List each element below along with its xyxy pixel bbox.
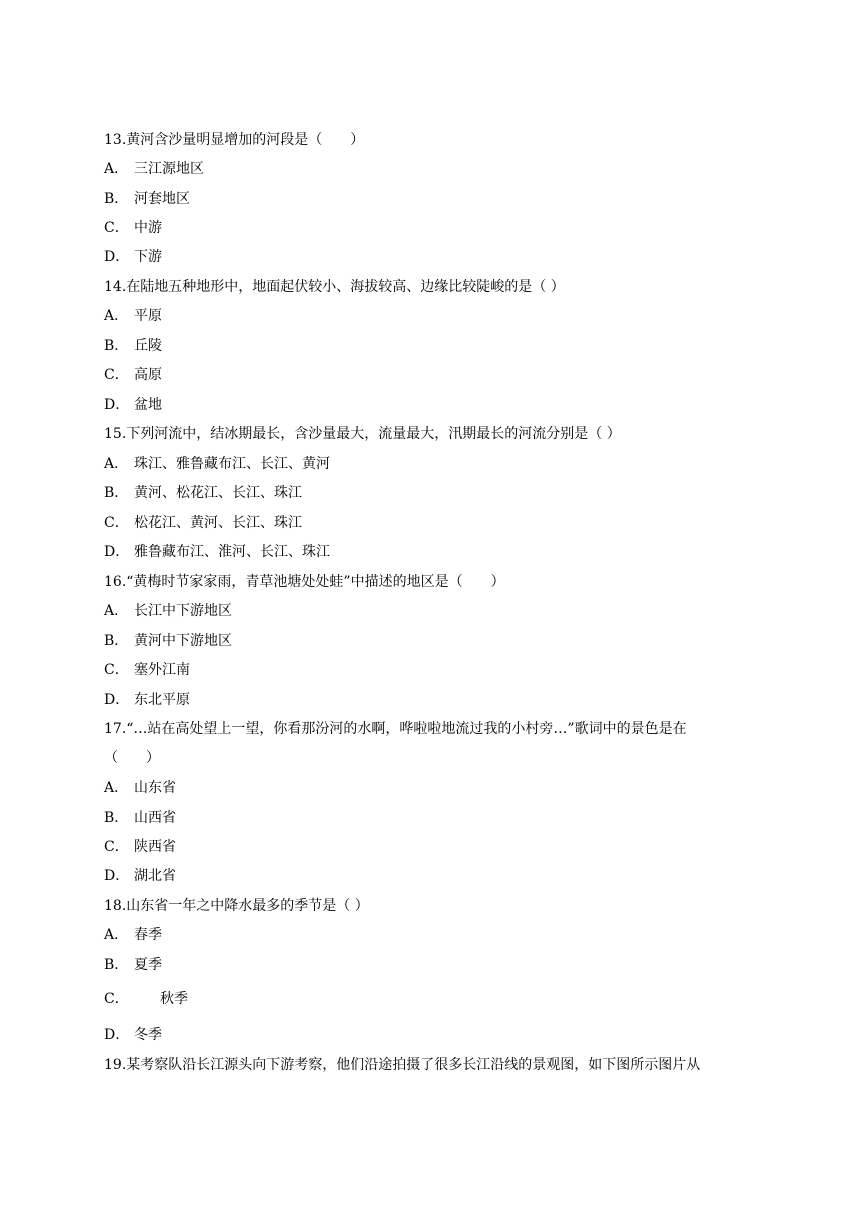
option-text: 黄河、松花江、长江、珠江 (134, 485, 302, 501)
question-17-option-b (104, 808, 176, 828)
question-16-stem: 16.“黄梅时节家家雨，青草池塘处处蛙”中描述的地区是（ ） (104, 574, 505, 590)
option-letter: D． (104, 868, 130, 884)
option-text: 秋季 (160, 991, 188, 1007)
option-text: 雅鲁藏布江、淮河、长江、珠江 (134, 544, 330, 560)
option-letter: B． (104, 191, 129, 207)
question-16-option-a (104, 601, 232, 621)
option-text: 中游 (134, 220, 162, 236)
option-text: 下游 (134, 249, 162, 265)
option-letter: A． (104, 780, 129, 796)
option-text: 冬季 (134, 1027, 162, 1043)
question-18-option-b (104, 955, 162, 975)
question-14-option-a (104, 306, 162, 326)
question-16-option-d (104, 690, 190, 710)
question-18-stem: 18.山东省一年之中降水最多的季节是（ ） (104, 898, 369, 914)
option-letter: A． (104, 456, 129, 472)
option-text: 塞外江南 (134, 662, 190, 678)
option-letter: B． (104, 485, 129, 501)
option-text: 珠江、雅鲁藏布江、长江、黄河 (134, 456, 330, 472)
question-14-option-d (104, 395, 162, 415)
option-letter: D． (104, 692, 130, 708)
option-text: 河套地区 (134, 191, 190, 207)
question-13-stem: 13.黄河含沙量明显增加的河段是（ ） (104, 132, 365, 148)
question-17-option-a (104, 778, 176, 798)
question-18-option-c (104, 989, 188, 1009)
option-letter: B． (104, 810, 129, 826)
question-13-option-c (104, 218, 162, 238)
option-letter: C． (104, 991, 129, 1007)
question-16-option-b (104, 631, 232, 651)
option-text: 湖北省 (134, 868, 176, 884)
question-13-option-d (104, 247, 162, 267)
question-15-option-c (104, 513, 302, 533)
option-letter: B． (104, 957, 129, 973)
question-17-stem: 17.“…站在高处望上一望，你看那汾河的水啊，哗啦啦地流过我的小村旁…”歌词中的景色是在 (104, 721, 687, 737)
option-text: 丘陵 (134, 338, 162, 354)
option-letter: C． (104, 515, 129, 531)
question-17-option-c (104, 837, 176, 857)
question-14-stem: 14.在陆地五种地形中，地面起伏较小、海拔较高、边缘比较陡峻的是（ ） (104, 279, 565, 295)
question-15-option-a (104, 454, 330, 474)
option-letter: C． (104, 839, 129, 855)
option-letter: D． (104, 397, 130, 413)
question-15-stem: 15.下列河流中，结冰期最长，含沙量最大，流量最大，汛期最长的河流分别是（ ） (104, 426, 621, 442)
option-text: 平原 (134, 308, 162, 324)
option-letter: A． (104, 927, 129, 943)
question-15-option-b (104, 483, 302, 503)
option-letter: D． (104, 1027, 130, 1043)
option-text: 东北平原 (134, 692, 190, 708)
option-text: 山西省 (134, 810, 176, 826)
option-letter: A． (104, 161, 129, 177)
option-text: 山东省 (134, 780, 176, 796)
option-text: 三江源地区 (134, 161, 204, 177)
option-letter: B． (104, 633, 129, 649)
option-text: 夏季 (134, 957, 162, 973)
question-14-option-b (104, 336, 162, 356)
question-19-stem: 19.某考察队沿长江源头向下游考察，他们沿途拍摄了很多长江沿线的景观图，如下图所示图片从 (104, 1057, 701, 1073)
option-letter: B． (104, 338, 129, 354)
option-text: 黄河中下游地区 (134, 633, 232, 649)
option-letter: D． (104, 544, 130, 560)
option-letter: C． (104, 367, 129, 383)
option-letter: D． (104, 249, 130, 265)
question-16-option-c (104, 660, 190, 680)
question-17-stem-continued: （ ） (104, 750, 160, 766)
option-text: 陕西省 (134, 839, 176, 855)
question-14-option-c (104, 365, 162, 385)
option-text: 高原 (134, 367, 162, 383)
option-letter: A． (104, 308, 129, 324)
option-text: 长江中下游地区 (134, 603, 232, 619)
option-text: 盆地 (134, 397, 162, 413)
option-text: 松花江、黄河、长江、珠江 (134, 515, 302, 531)
option-letter: A． (104, 603, 129, 619)
question-13-option-b (104, 189, 190, 209)
question-17-option-d (104, 866, 176, 886)
question-15-option-d (104, 542, 330, 562)
question-18-option-a (104, 925, 162, 945)
question-18-option-d (104, 1025, 162, 1045)
option-letter: C． (104, 220, 129, 236)
option-text: 春季 (134, 927, 162, 943)
option-letter: C． (104, 662, 129, 678)
question-13-option-a (104, 159, 204, 179)
